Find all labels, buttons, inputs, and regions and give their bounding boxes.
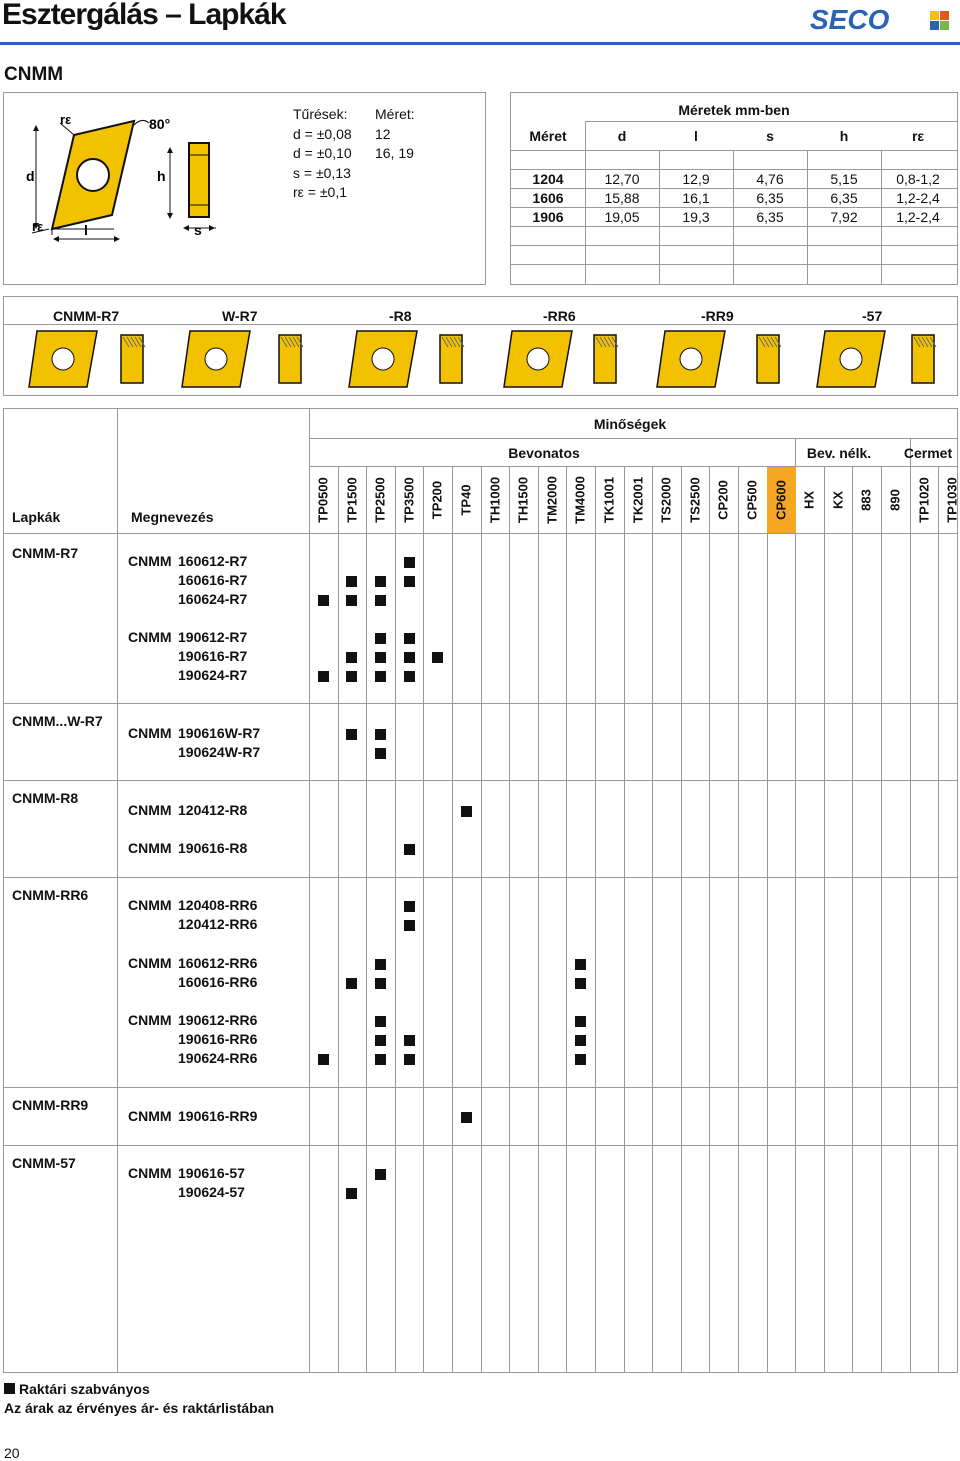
dimension-cell: 5,15 (830, 171, 858, 187)
grade-column-header: TH1500 (515, 476, 531, 524)
stock-mark (461, 1112, 472, 1123)
stock-mark (575, 978, 586, 989)
dimension-table (510, 92, 958, 285)
product-prefix: CNMM (128, 955, 172, 971)
dimension-cell: 12,9 (682, 171, 710, 187)
stock-mark (461, 806, 472, 817)
product-code: 190616-RR6 (178, 1031, 258, 1047)
dimension-header-0: Méret (529, 128, 567, 144)
dimension-cell: 7,92 (830, 209, 858, 225)
stock-mark (375, 1054, 386, 1065)
styles-strip (3, 296, 958, 396)
product-code: 190616-57 (178, 1165, 245, 1181)
grade-column-header: TP200 (429, 480, 445, 520)
dimension-title: Méretek mm-ben (678, 102, 790, 118)
stock-mark (404, 844, 415, 855)
dimension-cell: 1204 (532, 171, 564, 187)
section-title: CNMM (4, 64, 64, 85)
group-label: CNMM-RR9 (12, 1097, 89, 1113)
grade-column-header: TS2000 (658, 477, 674, 523)
grade-column-header: TM4000 (572, 476, 588, 524)
product-code: 120408-RR6 (178, 897, 258, 913)
legend (4, 1380, 274, 1418)
stock-mark (404, 901, 415, 912)
product-code: 190616W-R7 (178, 725, 261, 741)
grades-title: Minőségek (593, 416, 667, 432)
col-megnevezes: Megnevezés (131, 509, 214, 525)
stock-mark (404, 920, 415, 931)
tolerances (293, 105, 352, 203)
legend-stock: Raktári szabványos (19, 1381, 150, 1397)
tolerance-item: s = ±0,13 (293, 164, 351, 181)
stock-mark (375, 671, 386, 682)
grade-column-header: TK2001 (630, 476, 646, 524)
grade-column-header: CP600 (773, 480, 789, 520)
dimension-cell: 19,05 (604, 209, 640, 225)
label-d: d (26, 168, 35, 184)
col-lapkak: Lapkák (12, 509, 61, 525)
product-prefix: CNMM (128, 802, 172, 818)
label-re-bottom: rε (32, 219, 44, 234)
product-code: 190612-RR6 (178, 1012, 258, 1028)
grade-column-header: TK1001 (601, 476, 617, 524)
dimension-header-1: d (617, 128, 627, 144)
stock-mark (375, 748, 386, 759)
product-prefix: CNMM (128, 840, 172, 856)
dimension-cell: 1606 (532, 190, 564, 206)
grade-column-header: 890 (887, 489, 903, 511)
grade-column-header: KX (830, 490, 846, 510)
grade-column-header: TS2500 (687, 477, 703, 523)
style-label: -RR9 (701, 308, 734, 324)
stock-mark (404, 557, 415, 568)
stock-mark (575, 1016, 586, 1027)
product-code: 120412-R8 (178, 802, 248, 818)
stock-mark (404, 576, 415, 587)
dimension-cell: 19,3 (682, 209, 710, 225)
product-code: 190616-R8 (178, 840, 248, 856)
product-code: 190612-R7 (178, 629, 248, 645)
seco-logo (810, 5, 952, 38)
stock-mark (575, 1054, 586, 1065)
page-number: 20 (4, 1445, 20, 1461)
dimension-header-2: l (694, 128, 698, 144)
grade-column-header: TP0500 (315, 477, 331, 523)
grade-column-header: 883 (858, 489, 874, 511)
stock-mark (375, 652, 386, 663)
grade-column-header: TP3500 (401, 477, 417, 523)
stock-mark (318, 1054, 329, 1065)
dimension-cell: 1906 (532, 209, 564, 225)
product-code: 190624W-R7 (178, 744, 261, 760)
group-label: CNMM-57 (12, 1155, 76, 1171)
dimension-cell: 16,1 (682, 190, 710, 206)
stock-mark (346, 595, 357, 606)
stock-mark (346, 1188, 357, 1199)
product-code: 160616-R7 (178, 572, 248, 588)
stock-mark (318, 595, 329, 606)
stock-mark (375, 576, 386, 587)
stock-mark (346, 729, 357, 740)
page-title: Esztergálás – Lapkák (2, 0, 286, 31)
product-code: 190624-57 (178, 1184, 245, 1200)
tolerance-item: rε = ±0,1 (293, 184, 348, 200)
product-prefix: CNMM (128, 553, 172, 569)
stock-mark (404, 1054, 415, 1065)
dimension-cell: 6,35 (830, 190, 858, 206)
stock-mark (375, 1169, 386, 1180)
stock-mark (375, 1016, 386, 1027)
group-label: CNMM-R8 (12, 790, 79, 806)
label-l: l (84, 222, 88, 238)
style-label: CNMM-R7 (53, 308, 120, 324)
group-uncoated: Bev. nélk. (806, 445, 872, 461)
size-item: 16, 19 (375, 145, 414, 161)
product-code: 190624-R7 (178, 667, 248, 683)
grade-column-header: TH1000 (487, 476, 503, 524)
product-prefix: CNMM (128, 897, 172, 913)
dimension-cell: 6,35 (756, 209, 784, 225)
grade-column-header: HX (801, 490, 817, 510)
stock-mark (346, 576, 357, 587)
style-label: W-R7 (222, 308, 258, 324)
grade-column-header: CP500 (744, 480, 760, 520)
product-code: 190616-RR9 (178, 1108, 258, 1124)
product-code: 160624-R7 (178, 591, 248, 607)
group-label: CNMM-R7 (12, 545, 79, 561)
group-cermet: Cermet (903, 445, 953, 461)
stock-mark (404, 1035, 415, 1046)
product-code: 190616-R7 (178, 648, 248, 664)
stock-mark (346, 652, 357, 663)
header-rule (0, 42, 960, 45)
grade-column-header: TM2000 (544, 476, 560, 524)
label-h: h (157, 168, 166, 184)
tolerance-item: d = ±0,10 (293, 145, 352, 161)
stock-mark (575, 959, 586, 970)
stock-square-icon (4, 1383, 15, 1394)
grade-column-header: TP40 (458, 484, 474, 516)
stock-mark (346, 671, 357, 682)
tolerance-item: d = ±0,08 (293, 125, 352, 142)
dimension-cell: 1,2-2,4 (896, 190, 940, 206)
product-prefix: CNMM (128, 629, 172, 645)
group-label: CNMM-RR6 (12, 887, 89, 903)
style-label: -R8 (389, 308, 412, 324)
size-item: 12 (375, 125, 391, 142)
stock-mark (375, 959, 386, 970)
stock-mark (375, 595, 386, 606)
label-re-top: rε (60, 112, 72, 127)
label-s: s (194, 222, 202, 238)
sizes (375, 105, 415, 164)
product-prefix: CNMM (128, 1108, 172, 1124)
dimension-cell: 1,2-2,4 (896, 209, 940, 225)
product-code: 120412-RR6 (178, 916, 258, 932)
dimension-header-3: s (766, 128, 774, 144)
tolerance-title: Tűrések: (293, 106, 348, 122)
stock-mark (318, 671, 329, 682)
stock-mark (375, 1035, 386, 1046)
product-prefix: CNMM (128, 1165, 172, 1181)
group-label: CNMM...W-R7 (12, 713, 103, 729)
label-angle: 80° (149, 116, 171, 132)
stock-mark (404, 652, 415, 663)
dimension-header-4: h (839, 128, 849, 144)
grade-column-header: TP1030 (944, 477, 960, 523)
dimension-cell: 15,88 (604, 190, 640, 206)
product-code: 190624-RR6 (178, 1050, 258, 1066)
insert-style-picture (4, 327, 957, 397)
dimension-cell: 0,8-1,2 (896, 171, 940, 187)
stock-mark (375, 633, 386, 644)
stock-mark (375, 978, 386, 989)
grade-column-header: TP1020 (916, 477, 932, 523)
dimension-header-5: rε (911, 128, 925, 144)
grade-column-header: TP2500 (372, 477, 388, 523)
dimension-cell: 4,76 (756, 171, 784, 187)
stock-mark (375, 729, 386, 740)
stock-mark (404, 671, 415, 682)
stock-mark (575, 1035, 586, 1046)
stock-mark (346, 978, 357, 989)
grade-column-header: TP1500 (344, 477, 360, 523)
product-code: 160612-RR6 (178, 955, 258, 971)
grades-table (3, 408, 958, 1373)
stock-mark (404, 633, 415, 644)
product-prefix: CNMM (128, 725, 172, 741)
product-prefix: CNMM (128, 1012, 172, 1028)
product-code: 160616-RR6 (178, 974, 258, 990)
legend-note: Az árak az érvényes ár- és raktárlistában (4, 1400, 275, 1416)
dimension-cell: 6,35 (756, 190, 784, 206)
group-coated: Bevonatos (508, 445, 580, 461)
grade-column-header: CP200 (715, 480, 731, 520)
style-label: -RR6 (543, 308, 576, 324)
size-title: Méret: (375, 106, 415, 122)
stock-mark (432, 652, 443, 663)
dimension-cell: 12,70 (604, 171, 640, 187)
style-label: -57 (862, 308, 883, 324)
seco-logo-text: SECO (810, 5, 890, 33)
product-code: 160612-R7 (178, 553, 248, 569)
